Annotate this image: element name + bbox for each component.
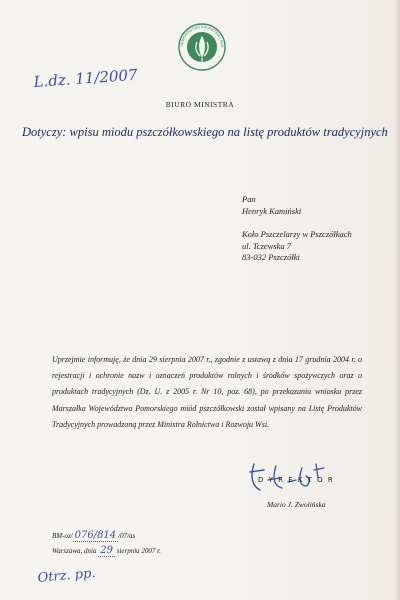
body-paragraph: Uprzejmie informuję, że dnia 29 sierpnia 2007 r., zgodnie z ustawą z dnia 17 grudnia 2004 r. o rejestracji i ochronie nazw i oznaczeń produktów rolnych i środków spożywczych oraz o produktach tradycyjnych (Dz. U. z 2005 r. Nr 10, poz. 68), po przekazaniu wniosku przez Marszałka Województwa Pomorskiego miód pszczółkowski został wpisany na Listę Produktów Tradycyjnych prowadzoną przez Ministra Rolnictwa i Rozwoju Wsi.	[52, 355, 362, 429]
date-prefix: Warszawa, dnia	[52, 547, 97, 555]
recipient-name: Henryk Kamiński	[242, 205, 302, 216]
ref-suffix: /07/as	[118, 532, 136, 540]
recipient-city: 83-032 Pszczółki	[242, 252, 300, 262]
signatory-name: Mario J. Zwolińska	[267, 500, 326, 509]
reference-number	[52, 530, 135, 541]
date-fill: 29	[100, 545, 113, 556]
recipient-salutation: Pan	[242, 194, 256, 204]
letter-date	[52, 545, 161, 556]
emblem-text: MINISTERSTWO ROLNICTWA I ROZ	[180, 24, 225, 48]
recipient-address	[242, 194, 392, 264]
ref-prefix: BM-oz/	[52, 532, 73, 540]
ref-fill: 076/814	[74, 530, 117, 541]
ministry-emblem-icon	[177, 14, 227, 84]
letter-body	[52, 352, 362, 433]
subject-text: wpisu miodu pszczółkowskiego na listę produktów tradycyjnych	[69, 125, 388, 139]
subject-label: Dotyczy:	[22, 125, 67, 139]
signatory-title: D Y R E K T O R	[258, 476, 335, 484]
handwritten-reference: L.dz. 11/2007	[33, 65, 139, 91]
handwritten-distribution-note: Otrz. pp.	[37, 565, 97, 586]
office-name: BIURO MINISTRA	[165, 100, 235, 109]
recipient-street: ul. Tczewska 7	[242, 240, 292, 251]
page-edge-shadow	[394, 0, 400, 600]
subject-line	[22, 124, 392, 140]
date-suffix: sierpnia 2007 r.	[116, 547, 161, 555]
recipient-org: Koło Pszczelarzy w Pszczółkach	[242, 229, 352, 239]
